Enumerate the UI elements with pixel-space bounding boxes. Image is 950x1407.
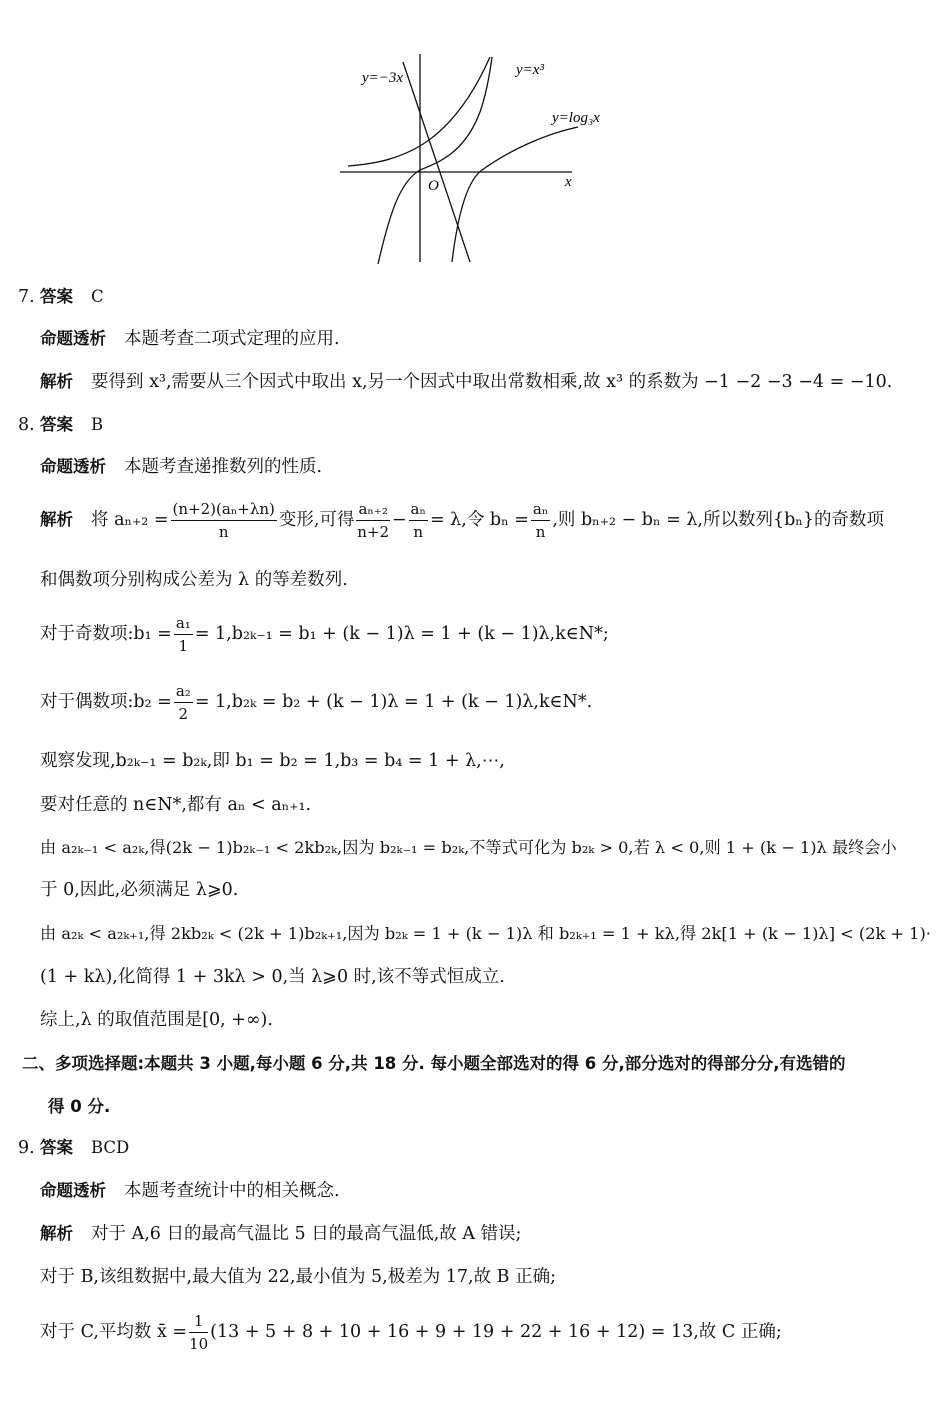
- q8-fraction-an2: $\frac{\text{aₙ₊₂}}{n+2}$: [357, 500, 390, 541]
- q7-intent: 本题考查二项式定理的应用.: [124, 329, 340, 349]
- q8-fraction-recurrence: $\frac{\text{(n+2)(aₙ+λn)}}{n}$: [172, 500, 275, 541]
- q8-answer: B: [91, 415, 104, 434]
- q8-sol-text-2: 变形,可得: [278, 510, 355, 530]
- q8-answer-label: 答案: [40, 415, 73, 434]
- q8-intent-label: 命题透析: [40, 457, 106, 476]
- section-2-heading-cont: 得 0 分.: [48, 1097, 111, 1116]
- section-2-heading: 二、多项选择题:本题共 3 小题,每小题 6 分,共 18 分. 每小题全部选对的得 6 分,部分选对的得部分分,有选错的: [22, 1054, 846, 1073]
- q9-answer: BCD: [91, 1138, 130, 1157]
- q8-solution-label: 解析: [40, 510, 73, 529]
- q8-fraction-an: $\frac{\text{aₙ}}{n}$: [410, 500, 426, 541]
- function-graph: [340, 52, 610, 264]
- q7-solution-label: 解析: [40, 372, 73, 391]
- q8-fraction-b2: $\frac{\text{a₂}}{2}$: [175, 682, 191, 723]
- q7-number: 7.: [18, 287, 35, 307]
- q8-sol-text-1: 将 aₙ₊₂ =: [91, 510, 169, 530]
- q7-answer: C: [91, 287, 104, 306]
- q7-answer-label: 答案: [40, 287, 73, 306]
- q9-solution-label: 解析: [40, 1224, 73, 1243]
- q7-solution: 要得到 x³,需要从三个因式中取出 x,另一个因式中取出常数相乘,故 x³ 的系数为 −1 −2 −3 −4 = −10.: [91, 372, 893, 392]
- q9-intent: 本题考查统计中的相关概念.: [124, 1181, 340, 1201]
- x-axis-label: x: [565, 174, 572, 190]
- label-x3: y=x³: [516, 62, 544, 78]
- q9-intent-label: 命题透析: [40, 1181, 106, 1200]
- origin-label: O: [428, 178, 439, 194]
- q9-number: 9.: [18, 1138, 35, 1158]
- q7-intent-label: 命题透析: [40, 329, 106, 348]
- curve-x3: [378, 57, 492, 264]
- curve-log3x: [452, 127, 578, 262]
- q9-fraction-mean: $\frac{1}{10}$: [189, 1312, 209, 1353]
- label-log3x: y=log₃x: [552, 110, 600, 126]
- q8-sol-text-4: ,则 bₙ₊₂ − bₙ = λ,所以数列{bₙ}的奇数项: [552, 510, 885, 530]
- label-neg3x: y=−3x: [362, 70, 404, 86]
- q8-fraction-bn: $\frac{\text{aₙ}}{n}$: [532, 500, 549, 541]
- q8-number: 8.: [18, 415, 35, 435]
- q8-sol-text-3: = λ,令 bₙ =: [429, 510, 529, 530]
- q8-sol-minus: −: [391, 510, 407, 530]
- q9-solution: 对于 A,6 日的最高气温比 5 日的最高气温低,故 A 错误;: [91, 1224, 522, 1244]
- q8-intent: 本题考查递推数列的性质.: [124, 457, 323, 477]
- q8-fraction-b1: $\frac{\text{a₁}}{1}$: [175, 614, 191, 655]
- q9-answer-label: 答案: [40, 1138, 73, 1157]
